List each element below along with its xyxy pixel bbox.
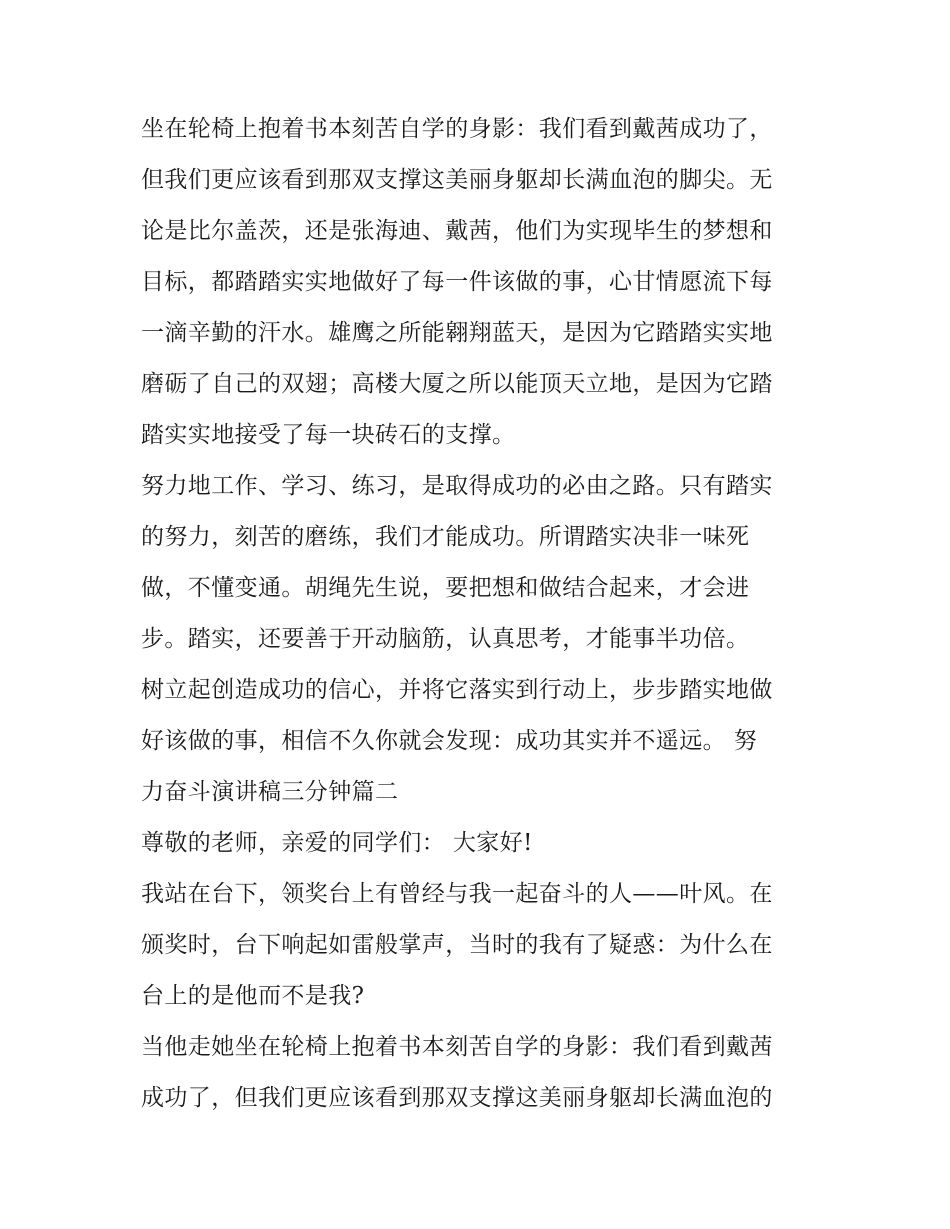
text-line: 树立起创造成功的信心，并将它落实到行动上，步步踏实地做 [141,677,773,703]
text-line: 论是比尔盖茨，还是张海迪、戴茜，他们为实现毕生的梦想和 [141,218,773,244]
text-line: 成功了，但我们更应该看到那双支撑这美丽身躯却长满血泡的 [141,1085,773,1111]
text-line: 我站在台下，领奖台上有曾经与我一起奋斗的人——叶风。在 [141,881,773,907]
text-line: 踏实实地接受了每一块砖石的支撑。 [141,422,516,448]
text-line: 的努力，刻苦的磨练，我们才能成功。所谓踏实决非一味死 [141,524,750,550]
text-line: 好该做的事，相信不久你就会发现：成功其实并不遥远。 努 [141,728,758,754]
text-line: 磨砺了自己的双翅；高楼大厦之所以能顶天立地，是因为它踏 [141,371,773,397]
document-body [141,104,821,1124]
text-line: 做，不懂变通。胡绳先生说，要把想和做结合起来，才会进 [141,575,750,601]
text-line: 颁奖时，台下响起如雷般掌声，当时的我有了疑惑：为什么在 [141,932,773,958]
text-line: 一滴辛勤的汗水。雄鹰之所能翱翔蓝天，是因为它踏踏实实地 [141,320,773,346]
text-line: 台上的是他而不是我? [141,983,365,1009]
text-line: 但我们更应该看到那双支撑这美丽身躯却长满血泡的脚尖。无 [141,167,773,193]
section-heading: 力奋斗演讲稿三分钟篇二 [141,779,399,805]
text-line: 当他走她坐在轮椅上抱着书本刻苦自学的身影：我们看到戴茜 [141,1034,773,1060]
greeting-line: 尊敬的老师，亲爱的同学们： 大家好! [141,830,533,856]
text-line: 目标，都踏踏实实地做好了每一件该做的事，心甘情愿流下每 [141,269,773,295]
text-line: 步。踏实，还要善于开动脑筋，认真思考，才能事半功倍。 [141,626,750,652]
text-line: 坐在轮椅上抱着书本刻苦自学的身影：我们看到戴茜成功了， [141,116,773,142]
text-line: 努力地工作、学习、练习，是取得成功的必由之路。只有踏实 [141,473,773,499]
